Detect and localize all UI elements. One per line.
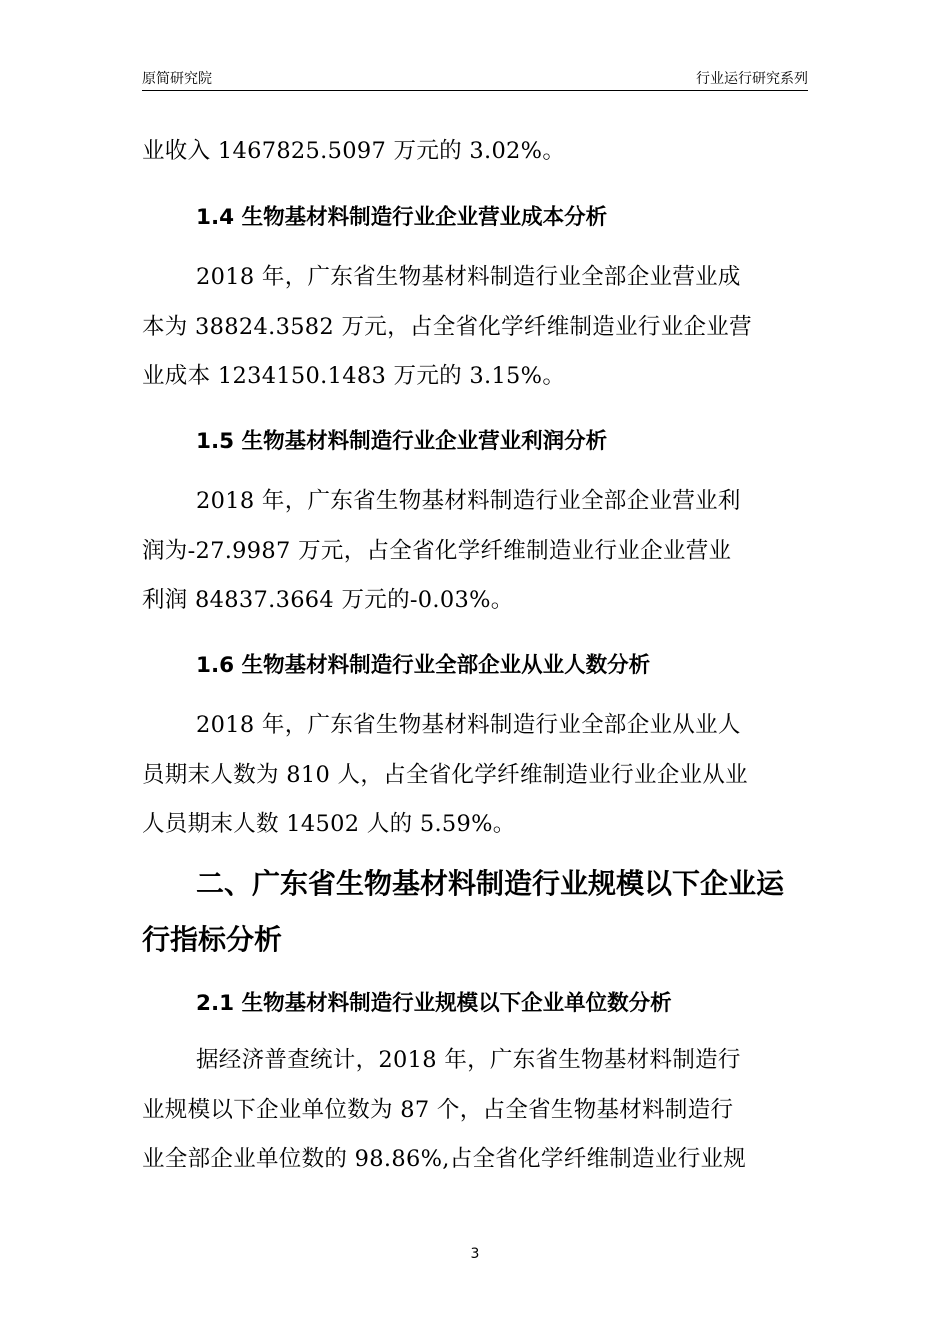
paragraph-line: 业收入 1467825.5097 万元的 3.02%。 [142,138,566,164]
section-heading-1-5: 1.5 生物基材料制造行业企业营业利润分析 [196,429,608,454]
paragraph-line: 2018 年，广东省生物基材料制造行业全部企业从业人 [196,712,741,738]
paragraph-employees [142,701,810,850]
header-right-series: 行业运行研究系列 [696,71,808,87]
section-heading-1-4: 1.4 生物基材料制造行业企业营业成本分析 [196,205,608,230]
paragraph-operating-profit [142,477,810,626]
paragraph-revenue-tail [142,127,810,177]
paragraph-line: 据经济普查统计，2018 年，广东省生物基材料制造行 [196,1047,741,1073]
paragraph-small-enterprise-count [142,1036,810,1185]
paragraph-operating-cost [142,253,810,402]
chapter-heading-line: 二、广东省生物基材料制造行业规模以下企业运 [196,867,785,900]
chapter-heading-2 [142,856,810,968]
paragraph-line: 业规模以下企业单位数为 87 个，占全省生物基材料制造行 [142,1096,734,1123]
paragraph-line: 人员期末人数 14502 人的 5.59%。 [142,811,516,837]
chapter-heading-line: 行指标分析 [142,923,283,956]
paragraph-line: 业成本 1234150.1483 万元的 3.15%。 [142,363,566,389]
paragraph-line: 2018 年，广东省生物基材料制造行业全部企业营业成 [196,264,741,290]
paragraph-line: 业全部企业单位数的 98.86%,占全省化学纤维制造业行业规 [142,1146,747,1172]
page-header [142,66,808,91]
header-left-org: 原简研究院 [142,71,212,87]
paragraph-line: 员期末人数为 810 人，占全省化学纤维制造业行业企业从业 [142,761,748,788]
paragraph-line: 润为-27.9987 万元，占全省化学纤维制造业行业企业营业 [142,537,732,564]
paragraph-line: 利润 84837.3664 万元的-0.03%。 [142,587,514,613]
paragraph-line: 本为 38824.3582 万元，占全省化学纤维制造业行业企业营 [142,313,752,340]
paragraph-line: 2018 年，广东省生物基材料制造行业全部企业营业利 [196,488,741,514]
section-heading-2-1: 2.1 生物基材料制造行业规模以下企业单位数分析 [196,991,672,1016]
section-heading-1-6: 1.6 生物基材料制造行业全部企业从业人数分析 [196,653,651,678]
page-number: 3 [470,1246,480,1262]
